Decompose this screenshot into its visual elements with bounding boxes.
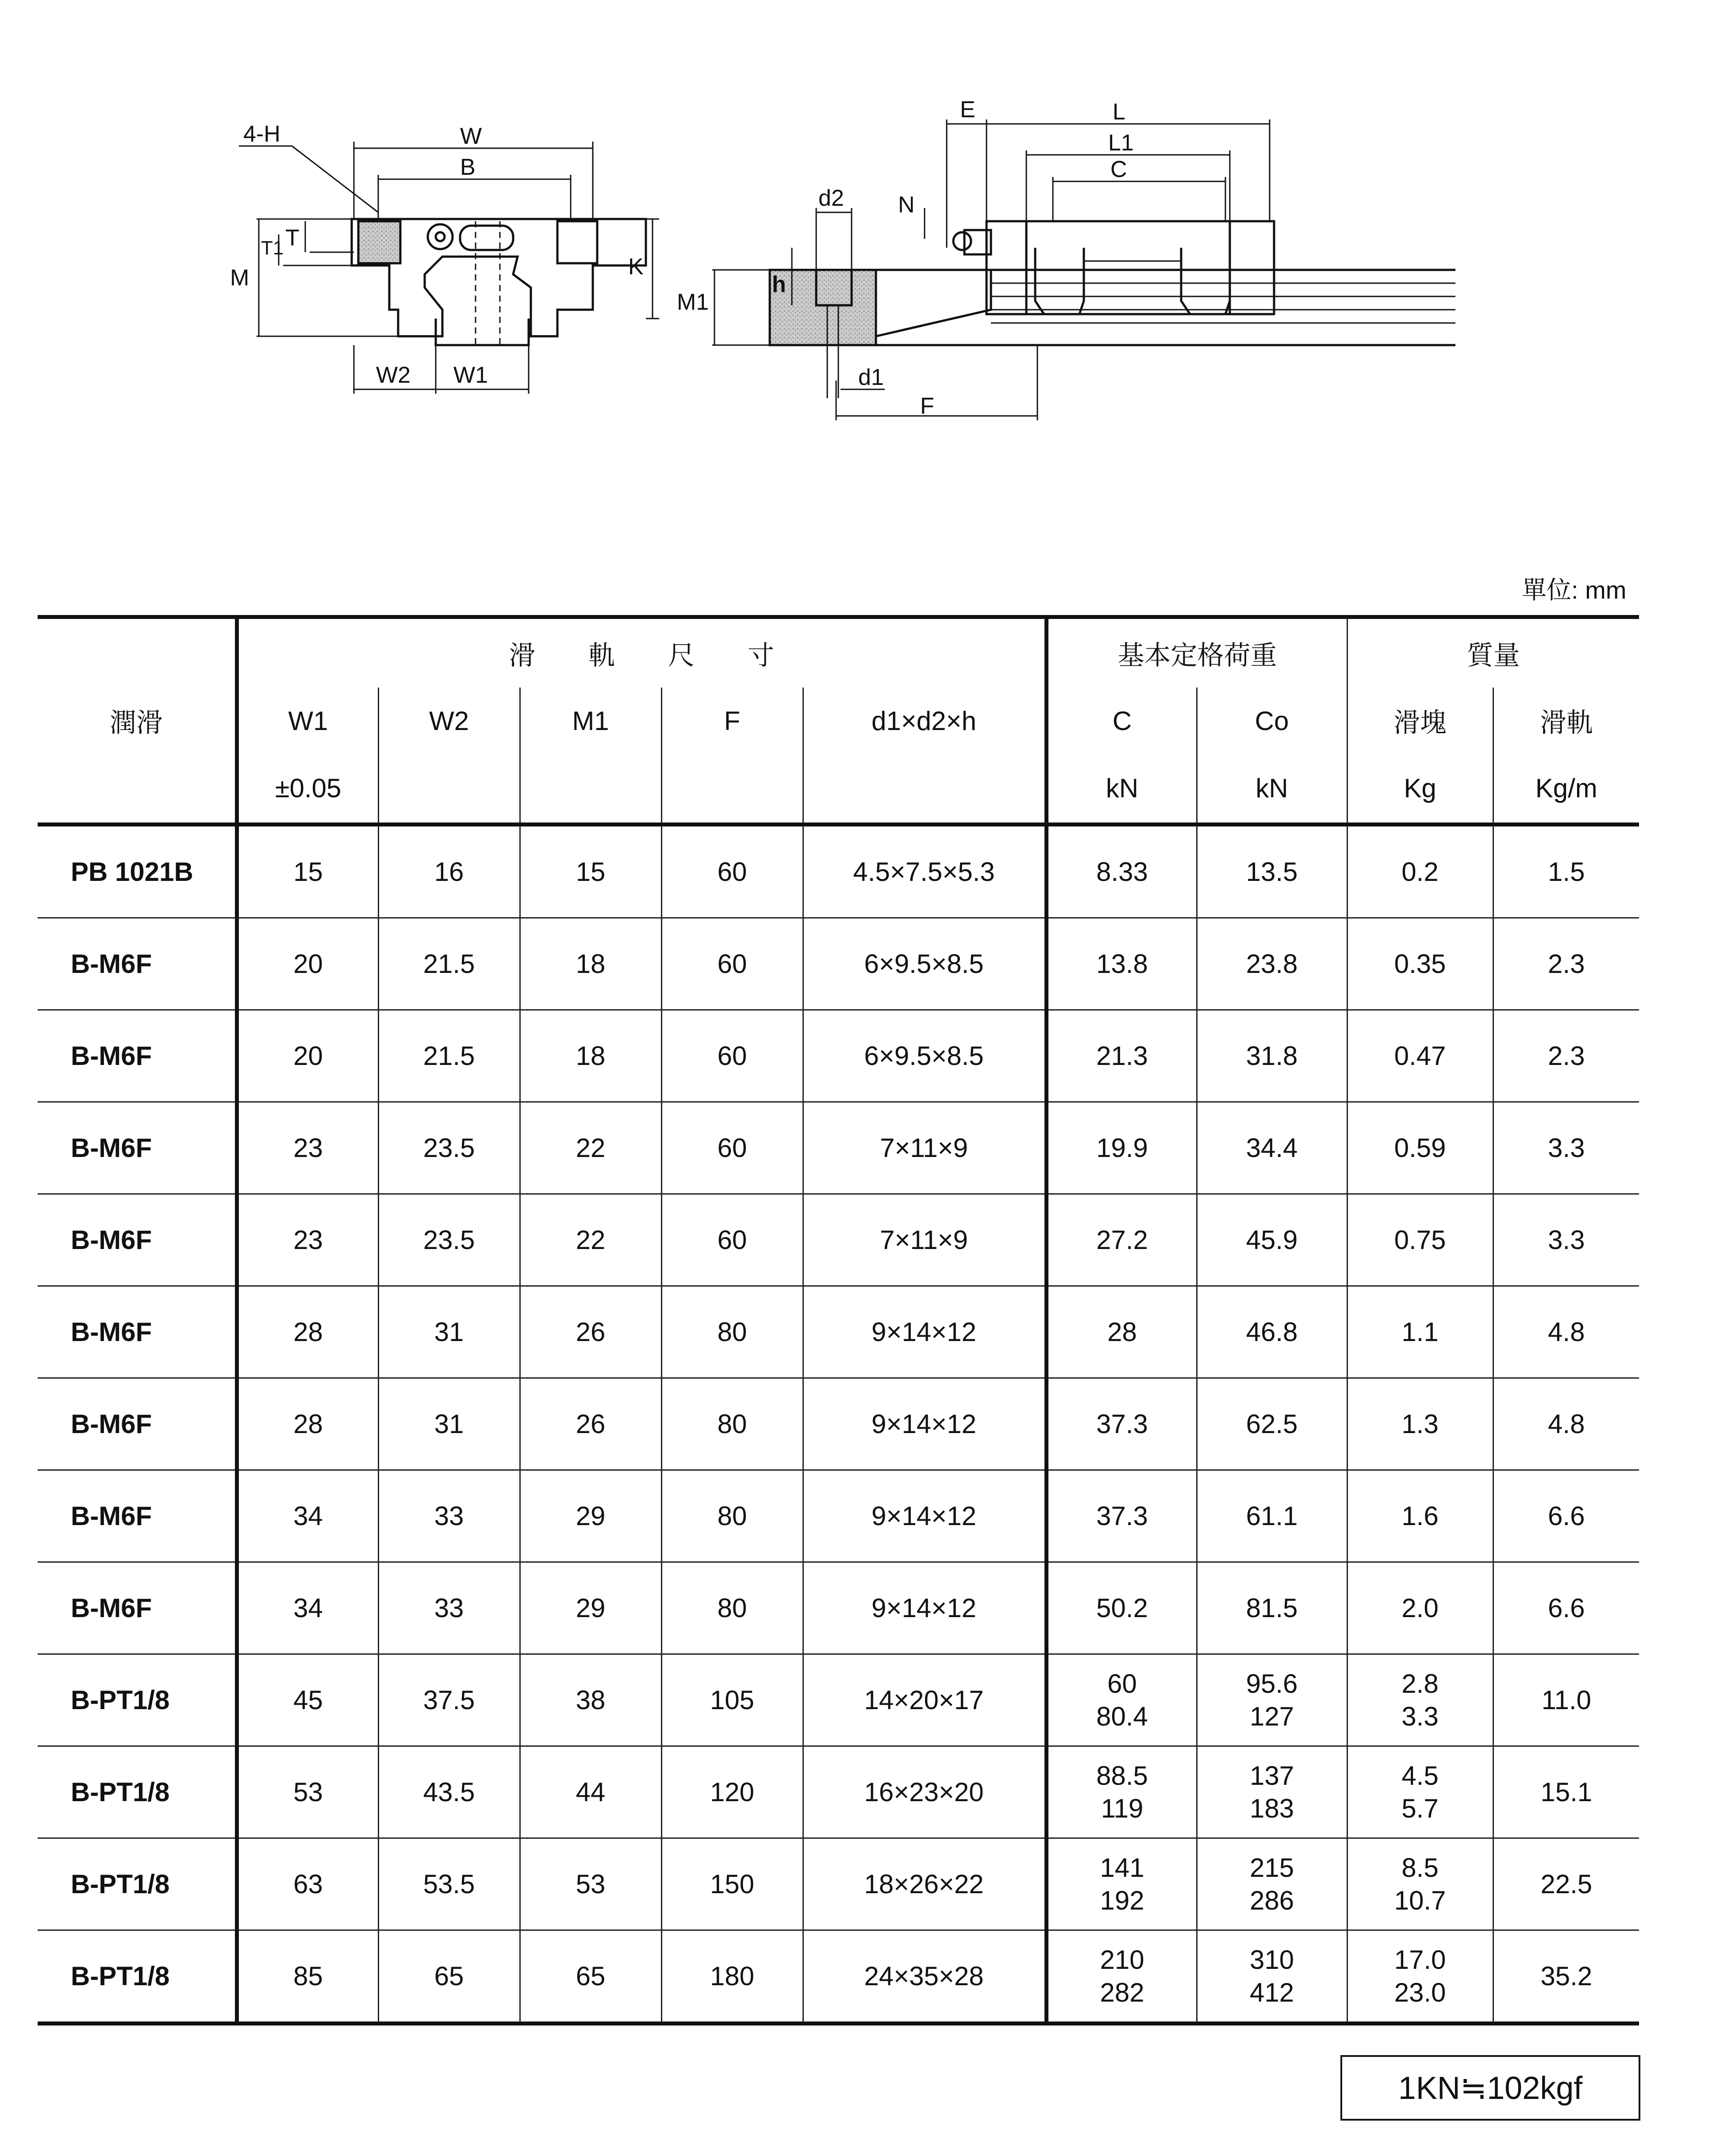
label-n: N [898, 192, 915, 218]
cell-co [1197, 1470, 1347, 1562]
cell-c-value: 13.8 [1096, 949, 1148, 979]
cell-block-value: 1.1 [1401, 1317, 1439, 1347]
cell-co [1197, 825, 1347, 918]
cell-co-value: 137 [1249, 1760, 1294, 1791]
cell-w2: 21.5 [378, 918, 520, 1010]
side-view-drawing [712, 119, 1455, 420]
cell-w2: 31 [378, 1378, 520, 1470]
cell-m1: 29 [520, 1470, 661, 1562]
label-l: L [1113, 99, 1125, 125]
cell-w2: 53.5 [378, 1838, 520, 1930]
cell-w2: 16 [378, 825, 520, 918]
cell-w1: 63 [237, 1838, 378, 1930]
cell-rail: 3.3 [1493, 1194, 1639, 1286]
cell-w1: 34 [237, 1562, 378, 1654]
cell-c-value: 60 [1107, 1668, 1137, 1699]
cell-block-value: 0.75 [1394, 1225, 1446, 1255]
cell-w2: 65 [378, 1930, 520, 2024]
cell-m1: 18 [520, 1010, 661, 1102]
cell-rail: 2.3 [1493, 918, 1639, 1010]
cell-w1: 28 [237, 1378, 378, 1470]
label-e: E [960, 97, 975, 123]
cell-rail: 35.2 [1493, 1930, 1639, 2024]
label-k: K [628, 254, 644, 280]
cell-rail: 6.6 [1493, 1470, 1639, 1562]
spec-table [38, 615, 1639, 2025]
unit-label: 單位: mm [1522, 576, 1627, 604]
cell-co [1197, 1654, 1347, 1746]
cell-block [1347, 825, 1493, 918]
cell-c-value: 282 [1100, 1977, 1144, 2007]
cell-w2: 21.5 [378, 1010, 520, 1102]
table-row [38, 1838, 1639, 1930]
cell-block-value: 0.35 [1394, 949, 1446, 979]
header-dims: d1×d2×h [803, 688, 1046, 754]
cell-f: 180 [661, 1930, 803, 2024]
cell-block-value: 0.2 [1401, 857, 1439, 887]
cell-f: 80 [661, 1470, 803, 1562]
cell-w2: 23.5 [378, 1194, 520, 1286]
cell-c [1046, 1746, 1197, 1838]
cell-w1: 20 [237, 918, 378, 1010]
cell-co-value: 34.4 [1246, 1133, 1298, 1163]
cell-dims: 9×14×12 [803, 1470, 1046, 1562]
cell-dims: 9×14×12 [803, 1378, 1046, 1470]
cell-w1: 23 [237, 1102, 378, 1194]
cell-m1: 38 [520, 1654, 661, 1746]
cell-rail: 22.5 [1493, 1838, 1639, 1930]
cell-rail: 3.3 [1493, 1102, 1639, 1194]
cell-block-value: 4.5 [1401, 1760, 1439, 1791]
cell-model: B-M6F [38, 1194, 237, 1286]
cell-c-value: 37.3 [1096, 1409, 1148, 1439]
cell-co-value: 215 [1249, 1852, 1294, 1883]
cell-w1: 15 [237, 825, 378, 918]
cell-block [1347, 1378, 1493, 1470]
label-w: W [460, 123, 482, 149]
header-block: 滑塊 [1347, 688, 1493, 754]
cell-block [1347, 1746, 1493, 1838]
cell-w2: 37.5 [378, 1654, 520, 1746]
cell-model: B-M6F [38, 1562, 237, 1654]
table-row [38, 825, 1639, 918]
table-row [38, 1930, 1639, 2024]
cell-co-value: 286 [1249, 1885, 1294, 1915]
cell-co [1197, 1562, 1347, 1654]
label-4h: 4-H [243, 121, 280, 147]
cell-model: B-M6F [38, 1102, 237, 1194]
cell-co-value: 23.8 [1246, 949, 1298, 979]
label-t: T [285, 225, 299, 251]
cell-block [1347, 1102, 1493, 1194]
cell-rail: 6.6 [1493, 1562, 1639, 1654]
cell-dims: 16×23×20 [803, 1746, 1046, 1838]
cell-c-value: 210 [1100, 1945, 1144, 1975]
cell-co [1197, 1838, 1347, 1930]
cell-co [1197, 1746, 1347, 1838]
header-lube: 潤滑 [109, 708, 163, 738]
cell-c [1046, 918, 1197, 1010]
cell-dims: 6×9.5×8.5 [803, 918, 1046, 1010]
cell-co-value: 62.5 [1246, 1409, 1298, 1439]
cell-block [1347, 1930, 1493, 2024]
cell-block-value: 0.47 [1394, 1041, 1446, 1071]
cell-model: PB 1021B [38, 825, 237, 918]
cell-m1: 22 [520, 1102, 661, 1194]
cell-dims: 6×9.5×8.5 [803, 1010, 1046, 1102]
cell-c [1046, 1194, 1197, 1286]
label-d1: d1 [858, 365, 884, 390]
cell-rail: 15.1 [1493, 1746, 1639, 1838]
cell-rail: 1.5 [1493, 825, 1639, 918]
cell-f: 60 [661, 1194, 803, 1286]
table-row [38, 1010, 1639, 1102]
cell-co [1197, 1930, 1347, 2024]
header-rail-dims: 滑 軌 尺 寸 [237, 617, 1046, 688]
cell-rail: 11.0 [1493, 1654, 1639, 1746]
header-rail: 滑軌 [1493, 688, 1639, 754]
cell-model: B-PT1/8 [38, 1654, 237, 1746]
cell-f: 60 [661, 1102, 803, 1194]
cell-c-value: 8.33 [1096, 857, 1148, 887]
cell-w2: 31 [378, 1286, 520, 1378]
cell-block-value: 3.3 [1401, 1701, 1439, 1731]
cell-m1: 44 [520, 1746, 661, 1838]
label-b: B [460, 154, 476, 180]
cell-block-value: 8.5 [1401, 1852, 1439, 1883]
label-d2: d2 [818, 185, 844, 211]
cell-m1: 26 [520, 1286, 661, 1378]
cell-c-value: 21.3 [1096, 1041, 1148, 1071]
cell-f: 150 [661, 1838, 803, 1930]
cell-dims: 9×14×12 [803, 1562, 1046, 1654]
cell-block [1347, 1838, 1493, 1930]
front-view-drawing [239, 142, 659, 394]
cell-w1: 45 [237, 1654, 378, 1746]
cell-c [1046, 1470, 1197, 1562]
label-c: C [1110, 157, 1127, 182]
cell-c [1046, 1930, 1197, 2024]
cell-f: 80 [661, 1378, 803, 1470]
cell-rail: 4.8 [1493, 1286, 1639, 1378]
cell-block-value: 1.3 [1401, 1409, 1439, 1439]
cell-c-value: 27.2 [1096, 1225, 1148, 1255]
cell-f: 120 [661, 1746, 803, 1838]
header-f: F [661, 688, 803, 754]
cell-rail: 4.8 [1493, 1378, 1639, 1470]
cell-block-value: 2.8 [1401, 1668, 1439, 1699]
label-w1: W1 [453, 362, 488, 388]
cell-dims: 24×35×28 [803, 1930, 1046, 2024]
cell-model: B-M6F [38, 1378, 237, 1470]
cell-dims: 7×11×9 [803, 1194, 1046, 1286]
cell-w2: 33 [378, 1562, 520, 1654]
table-row [38, 918, 1639, 1010]
cell-co-value: 412 [1249, 1977, 1294, 2007]
cell-block-value: 23.0 [1394, 1977, 1446, 2007]
cell-c-value: 88.5 [1096, 1760, 1148, 1791]
cell-co-value: 310 [1249, 1945, 1294, 1975]
cell-dims: 4.5×7.5×5.3 [803, 825, 1046, 918]
conversion-note: 1KN≒102kgf [1340, 2055, 1640, 2121]
cell-block-value: 0.59 [1394, 1133, 1446, 1163]
cell-co-value: 31.8 [1246, 1041, 1298, 1071]
header-block-unit: Kg [1347, 754, 1493, 825]
cell-block [1347, 1194, 1493, 1286]
cell-f: 105 [661, 1654, 803, 1746]
label-t1: T1 [261, 237, 284, 259]
table-row [38, 1562, 1639, 1654]
label-h: h [772, 272, 786, 297]
cell-co [1197, 918, 1347, 1010]
cell-co-value: 61.1 [1246, 1501, 1298, 1531]
header-co-unit: kN [1197, 754, 1347, 825]
cell-co [1197, 1010, 1347, 1102]
cell-c [1046, 1010, 1197, 1102]
cell-block-value: 5.7 [1401, 1793, 1439, 1823]
cell-c [1046, 825, 1197, 918]
cell-w1: 28 [237, 1286, 378, 1378]
cell-w1: 20 [237, 1010, 378, 1102]
cell-f: 80 [661, 1286, 803, 1378]
cell-block-value: 2.0 [1401, 1593, 1439, 1623]
cell-f: 60 [661, 1010, 803, 1102]
cell-c-value: 37.3 [1096, 1501, 1148, 1531]
cell-block-value: 17.0 [1394, 1945, 1446, 1975]
cell-w1: 85 [237, 1930, 378, 2024]
header-m1: M1 [520, 688, 661, 754]
table-row [38, 1286, 1639, 1378]
cell-co-value: 13.5 [1246, 857, 1298, 887]
cell-m1: 65 [520, 1930, 661, 2024]
table-row [38, 1102, 1639, 1194]
cell-m1: 29 [520, 1562, 661, 1654]
cell-model: B-PT1/8 [38, 1746, 237, 1838]
cell-c-value: 50.2 [1096, 1593, 1148, 1623]
cell-w2: 43.5 [378, 1746, 520, 1838]
cell-w1: 34 [237, 1470, 378, 1562]
header-c: C [1046, 688, 1197, 754]
cell-model: B-M6F [38, 1470, 237, 1562]
cell-f: 60 [661, 918, 803, 1010]
cell-co [1197, 1286, 1347, 1378]
cell-model: B-PT1/8 [38, 1838, 237, 1930]
cell-block [1347, 1654, 1493, 1746]
table-row [38, 1194, 1639, 1286]
cell-co [1197, 1378, 1347, 1470]
header-w2: W2 [378, 688, 520, 754]
header-rail-unit: Kg/m [1493, 754, 1639, 825]
cell-dims: 7×11×9 [803, 1102, 1046, 1194]
header-load-rating: 基本定格荷重 [1046, 617, 1347, 688]
cell-m1: 53 [520, 1838, 661, 1930]
cell-dims: 18×26×22 [803, 1838, 1046, 1930]
cell-m1: 22 [520, 1194, 661, 1286]
table-row [38, 1746, 1639, 1838]
technical-drawings [0, 0, 1716, 509]
cell-c [1046, 1838, 1197, 1930]
cell-block-value: 1.6 [1401, 1501, 1439, 1531]
cell-w1: 53 [237, 1746, 378, 1838]
cell-w2: 23.5 [378, 1102, 520, 1194]
label-f: F [920, 393, 934, 419]
cell-co-value: 81.5 [1246, 1593, 1298, 1623]
cell-c-value: 80.4 [1096, 1701, 1148, 1731]
cell-c-value: 28 [1107, 1317, 1137, 1347]
cell-w1: 23 [237, 1194, 378, 1286]
header-w1-tol: ±0.05 [237, 754, 378, 825]
cell-c [1046, 1654, 1197, 1746]
cell-block [1347, 1470, 1493, 1562]
cell-block [1347, 1286, 1493, 1378]
cell-model: B-PT1/8 [38, 1930, 237, 2024]
cell-co [1197, 1194, 1347, 1286]
cell-c [1046, 1562, 1197, 1654]
table-row [38, 1654, 1639, 1746]
cell-c-value: 19.9 [1096, 1133, 1148, 1163]
label-m: M [230, 265, 250, 291]
cell-c-value: 192 [1100, 1885, 1144, 1915]
cell-model: B-M6F [38, 918, 237, 1010]
cell-co-value: 127 [1249, 1701, 1294, 1731]
cell-co-value: 45.9 [1246, 1225, 1298, 1255]
cell-w2: 33 [378, 1470, 520, 1562]
cell-rail: 2.3 [1493, 1010, 1639, 1102]
cell-dims: 14×20×17 [803, 1654, 1046, 1746]
cell-model: B-M6F [38, 1286, 237, 1378]
header-c-unit: kN [1046, 754, 1197, 825]
label-l1: L1 [1108, 130, 1134, 156]
cell-c-value: 119 [1101, 1793, 1144, 1823]
cell-f: 60 [661, 825, 803, 918]
label-w2: W2 [376, 362, 411, 388]
spec-table-body [38, 825, 1639, 2024]
table-row [38, 1378, 1639, 1470]
header-w1: W1 [237, 688, 378, 754]
cell-m1: 18 [520, 918, 661, 1010]
cell-co [1197, 1102, 1347, 1194]
cell-c [1046, 1102, 1197, 1194]
cell-f: 80 [661, 1562, 803, 1654]
cell-block [1347, 1010, 1493, 1102]
cell-dims: 9×14×12 [803, 1286, 1046, 1378]
cell-co-value: 183 [1249, 1793, 1294, 1823]
header-co: Co [1197, 688, 1347, 754]
cell-m1: 15 [520, 825, 661, 918]
cell-c [1046, 1286, 1197, 1378]
cell-block [1347, 1562, 1493, 1654]
cell-m1: 26 [520, 1378, 661, 1470]
cell-model: B-M6F [38, 1010, 237, 1102]
cell-co-value: 46.8 [1246, 1317, 1298, 1347]
header-mass: 質量 [1347, 617, 1639, 688]
label-m1: M1 [677, 289, 709, 315]
cell-co-value: 95.6 [1246, 1668, 1298, 1699]
cell-block [1347, 918, 1493, 1010]
cell-block-value: 10.7 [1394, 1885, 1446, 1915]
cell-c-value: 141 [1100, 1852, 1144, 1883]
cell-c [1046, 1378, 1197, 1470]
table-row [38, 1470, 1639, 1562]
